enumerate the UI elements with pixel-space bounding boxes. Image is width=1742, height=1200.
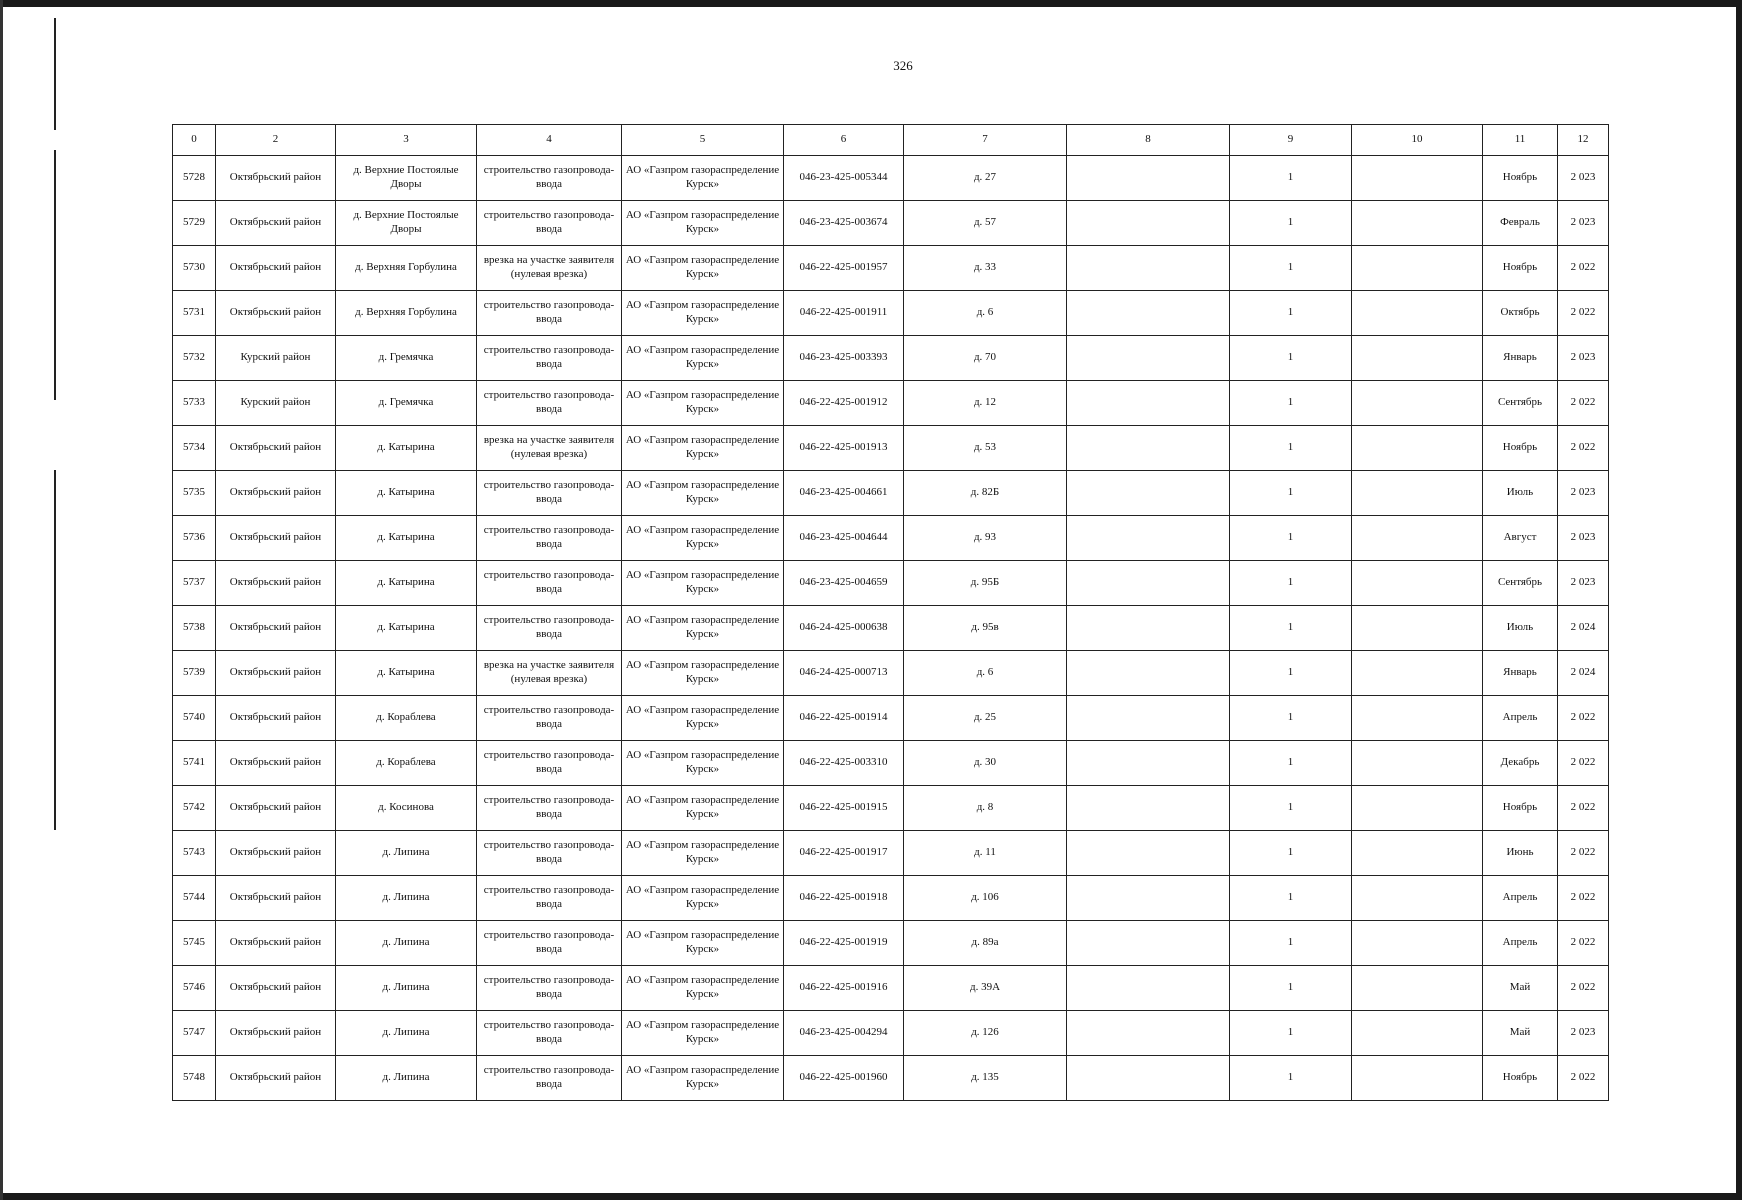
district-cell: Октябрьский район [216, 156, 336, 201]
column-header: 12 [1558, 125, 1609, 156]
district-cell: Октябрьский район [216, 516, 336, 561]
col-8-cell [1067, 876, 1230, 921]
count-cell: 1 [1230, 291, 1352, 336]
locality-cell: д. Катырина [336, 651, 477, 696]
application-number-cell: 046-22-425-001960 [784, 1056, 904, 1101]
month-cell: Июнь [1483, 831, 1558, 876]
year-cell: 2 022 [1558, 741, 1609, 786]
page-number: 326 [893, 58, 913, 73]
table-row [173, 606, 1609, 651]
district-cell: Октябрьский район [216, 291, 336, 336]
col-10-cell [1352, 966, 1483, 1011]
row-number: 5729 [173, 201, 216, 246]
table-row [173, 696, 1609, 741]
organization-cell: АО «Газпром газораспределение Курск» [622, 831, 784, 876]
application-number-cell: 046-22-425-003310 [784, 741, 904, 786]
organization-cell: АО «Газпром газораспределение Курск» [622, 966, 784, 1011]
locality-cell: д. Косинова [336, 786, 477, 831]
application-number-cell: 046-22-425-001917 [784, 831, 904, 876]
locality-cell: д. Верхняя Горбулина [336, 291, 477, 336]
application-number-cell: 046-23-425-004659 [784, 561, 904, 606]
year-cell: 2 023 [1558, 201, 1609, 246]
count-cell: 1 [1230, 831, 1352, 876]
organization-cell: АО «Газпром газораспределение Курск» [622, 921, 784, 966]
month-cell: Апрель [1483, 696, 1558, 741]
organization-cell: АО «Газпром газораспределение Курск» [622, 1011, 784, 1056]
month-cell: Ноябрь [1483, 1056, 1558, 1101]
address-cell: д. 12 [904, 381, 1067, 426]
row-number: 5746 [173, 966, 216, 1011]
col-8-cell [1067, 696, 1230, 741]
row-number: 5734 [173, 426, 216, 471]
work-type-cell: строительство газопровода-ввода [477, 561, 622, 606]
organization-cell: АО «Газпром газораспределение Курск» [622, 381, 784, 426]
application-number-cell: 046-23-425-004294 [784, 1011, 904, 1056]
work-type-cell: строительство газопровода-ввода [477, 606, 622, 651]
table-row [173, 336, 1609, 381]
organization-cell: АО «Газпром газораспределение Курск» [622, 606, 784, 651]
locality-cell: д. Катырина [336, 471, 477, 516]
year-cell: 2 022 [1558, 876, 1609, 921]
locality-cell: д. Липина [336, 876, 477, 921]
register-table [172, 124, 1609, 1101]
column-header: 0 [173, 125, 216, 156]
locality-cell: д. Кораблева [336, 741, 477, 786]
scan-border-bottom [0, 1193, 1742, 1200]
address-cell: д. 27 [904, 156, 1067, 201]
row-number: 5742 [173, 786, 216, 831]
table-row [173, 291, 1609, 336]
year-cell: 2 022 [1558, 696, 1609, 741]
address-cell: д. 106 [904, 876, 1067, 921]
locality-cell: д. Липина [336, 921, 477, 966]
col-10-cell [1352, 831, 1483, 876]
month-cell: Февраль [1483, 201, 1558, 246]
organization-cell: АО «Газпром газораспределение Курск» [622, 696, 784, 741]
table-row [173, 831, 1609, 876]
year-cell: 2 023 [1558, 471, 1609, 516]
work-type-cell: строительство газопровода-ввода [477, 921, 622, 966]
district-cell: Октябрьский район [216, 606, 336, 651]
address-cell: д. 11 [904, 831, 1067, 876]
application-number-cell: 046-22-425-001912 [784, 381, 904, 426]
year-cell: 2 024 [1558, 606, 1609, 651]
organization-cell: АО «Газпром газораспределение Курск» [622, 471, 784, 516]
address-cell: д. 93 [904, 516, 1067, 561]
month-cell: Ноябрь [1483, 426, 1558, 471]
table-row [173, 516, 1609, 561]
application-number-cell: 046-23-425-003674 [784, 201, 904, 246]
locality-cell: д. Верхняя Горбулина [336, 246, 477, 291]
scan-border-right [1736, 0, 1742, 1200]
row-number: 5728 [173, 156, 216, 201]
col-8-cell [1067, 516, 1230, 561]
column-header: 9 [1230, 125, 1352, 156]
count-cell: 1 [1230, 651, 1352, 696]
district-cell: Октябрьский район [216, 1011, 336, 1056]
district-cell: Октябрьский район [216, 696, 336, 741]
locality-cell: д. Катырина [336, 426, 477, 471]
address-cell: д. 30 [904, 741, 1067, 786]
table-row [173, 966, 1609, 1011]
col-10-cell [1352, 786, 1483, 831]
application-number-cell: 046-24-425-000638 [784, 606, 904, 651]
count-cell: 1 [1230, 156, 1352, 201]
row-number: 5740 [173, 696, 216, 741]
application-number-cell: 046-22-425-001913 [784, 426, 904, 471]
col-10-cell [1352, 381, 1483, 426]
column-header: 2 [216, 125, 336, 156]
count-cell: 1 [1230, 921, 1352, 966]
organization-cell: АО «Газпром газораспределение Курск» [622, 561, 784, 606]
address-cell: д. 82Б [904, 471, 1067, 516]
col-8-cell [1067, 561, 1230, 606]
col-10-cell [1352, 921, 1483, 966]
col-8-cell [1067, 651, 1230, 696]
locality-cell: д. Кораблева [336, 696, 477, 741]
table-row [173, 201, 1609, 246]
district-cell: Октябрьский район [216, 966, 336, 1011]
scan-border-left [0, 0, 3, 1200]
work-type-cell: строительство газопровода-ввода [477, 741, 622, 786]
work-type-cell: строительство газопровода-ввода [477, 696, 622, 741]
district-cell: Октябрьский район [216, 651, 336, 696]
col-8-cell [1067, 381, 1230, 426]
scan-mark [54, 18, 56, 130]
application-number-cell: 046-23-425-005344 [784, 156, 904, 201]
address-cell: д. 25 [904, 696, 1067, 741]
application-number-cell: 046-22-425-001911 [784, 291, 904, 336]
work-type-cell: строительство газопровода-ввода [477, 786, 622, 831]
col-10-cell [1352, 606, 1483, 651]
count-cell: 1 [1230, 246, 1352, 291]
scan-mark [54, 150, 56, 400]
count-cell: 1 [1230, 381, 1352, 426]
count-cell: 1 [1230, 426, 1352, 471]
work-type-cell: строительство газопровода-ввода [477, 291, 622, 336]
col-10-cell [1352, 516, 1483, 561]
district-cell: Октябрьский район [216, 1056, 336, 1101]
col-10-cell [1352, 426, 1483, 471]
row-number: 5744 [173, 876, 216, 921]
year-cell: 2 022 [1558, 786, 1609, 831]
district-cell: Курский район [216, 381, 336, 426]
month-cell: Июль [1483, 606, 1558, 651]
col-8-cell [1067, 786, 1230, 831]
locality-cell: д. Гремячка [336, 381, 477, 426]
work-type-cell: строительство газопровода-ввода [477, 831, 622, 876]
table-row [173, 1011, 1609, 1056]
col-8-cell [1067, 426, 1230, 471]
row-number: 5739 [173, 651, 216, 696]
address-cell: д. 39А [904, 966, 1067, 1011]
month-cell: Январь [1483, 651, 1558, 696]
work-type-cell: строительство газопровода-ввода [477, 1056, 622, 1101]
application-number-cell: 046-24-425-000713 [784, 651, 904, 696]
organization-cell: АО «Газпром газораспределение Курск» [622, 246, 784, 291]
column-header: 3 [336, 125, 477, 156]
row-number: 5731 [173, 291, 216, 336]
address-cell: д. 126 [904, 1011, 1067, 1056]
column-header: 8 [1067, 125, 1230, 156]
count-cell: 1 [1230, 516, 1352, 561]
month-cell: Январь [1483, 336, 1558, 381]
district-cell: Октябрьский район [216, 246, 336, 291]
month-cell: Ноябрь [1483, 786, 1558, 831]
col-8-cell [1067, 966, 1230, 1011]
district-cell: Октябрьский район [216, 876, 336, 921]
application-number-cell: 046-22-425-001957 [784, 246, 904, 291]
year-cell: 2 022 [1558, 966, 1609, 1011]
table-row [173, 156, 1609, 201]
locality-cell: д. Катырина [336, 606, 477, 651]
organization-cell: АО «Газпром газораспределение Курск» [622, 741, 784, 786]
count-cell: 1 [1230, 471, 1352, 516]
row-number: 5735 [173, 471, 216, 516]
col-10-cell [1352, 201, 1483, 246]
count-cell: 1 [1230, 786, 1352, 831]
col-8-cell [1067, 246, 1230, 291]
month-cell: Сентябрь [1483, 381, 1558, 426]
col-8-cell [1067, 921, 1230, 966]
col-10-cell [1352, 696, 1483, 741]
column-header: 4 [477, 125, 622, 156]
count-cell: 1 [1230, 606, 1352, 651]
table-row [173, 786, 1609, 831]
year-cell: 2 022 [1558, 1056, 1609, 1101]
month-cell: Май [1483, 966, 1558, 1011]
district-cell: Октябрьский район [216, 561, 336, 606]
district-cell: Октябрьский район [216, 921, 336, 966]
column-header: 10 [1352, 125, 1483, 156]
row-number: 5748 [173, 1056, 216, 1101]
year-cell: 2 022 [1558, 291, 1609, 336]
col-10-cell [1352, 336, 1483, 381]
col-8-cell [1067, 291, 1230, 336]
application-number-cell: 046-22-425-001914 [784, 696, 904, 741]
col-8-cell [1067, 336, 1230, 381]
locality-cell: д. Липина [336, 1056, 477, 1101]
row-number: 5737 [173, 561, 216, 606]
work-type-cell: строительство газопровода-ввода [477, 156, 622, 201]
address-cell: д. 6 [904, 651, 1067, 696]
col-8-cell [1067, 831, 1230, 876]
table-row [173, 876, 1609, 921]
district-cell: Курский район [216, 336, 336, 381]
address-cell: д. 53 [904, 426, 1067, 471]
work-type-cell: строительство газопровода-ввода [477, 966, 622, 1011]
locality-cell: д. Липина [336, 966, 477, 1011]
count-cell: 1 [1230, 876, 1352, 921]
work-type-cell: строительство газопровода-ввода [477, 381, 622, 426]
row-number: 5747 [173, 1011, 216, 1056]
organization-cell: АО «Газпром газораспределение Курск» [622, 516, 784, 561]
col-10-cell [1352, 561, 1483, 606]
month-cell: Ноябрь [1483, 246, 1558, 291]
district-cell: Октябрьский район [216, 471, 336, 516]
locality-cell: д. Верхние Постоялые Дворы [336, 156, 477, 201]
table-row [173, 741, 1609, 786]
organization-cell: АО «Газпром газораспределение Курск» [622, 201, 784, 246]
year-cell: 2 023 [1558, 1011, 1609, 1056]
district-cell: Октябрьский район [216, 786, 336, 831]
application-number-cell: 046-23-425-004644 [784, 516, 904, 561]
column-header: 7 [904, 125, 1067, 156]
address-cell: д. 57 [904, 201, 1067, 246]
col-8-cell [1067, 1056, 1230, 1101]
year-cell: 2 023 [1558, 156, 1609, 201]
year-cell: 2 023 [1558, 516, 1609, 561]
row-number: 5738 [173, 606, 216, 651]
work-type-cell: врезка на участке заявителя (нулевая врезка) [477, 651, 622, 696]
work-type-cell: строительство газопровода-ввода [477, 876, 622, 921]
month-cell: Сентябрь [1483, 561, 1558, 606]
table-row [173, 1056, 1609, 1101]
locality-cell: д. Гремячка [336, 336, 477, 381]
scan-mark [54, 470, 56, 830]
row-number: 5743 [173, 831, 216, 876]
organization-cell: АО «Газпром газораспределение Курск» [622, 786, 784, 831]
organization-cell: АО «Газпром газораспределение Курск» [622, 651, 784, 696]
year-cell: 2 022 [1558, 921, 1609, 966]
locality-cell: д. Катырина [336, 516, 477, 561]
district-cell: Октябрьский район [216, 426, 336, 471]
application-number-cell: 046-23-425-004661 [784, 471, 904, 516]
year-cell: 2 023 [1558, 561, 1609, 606]
year-cell: 2 022 [1558, 426, 1609, 471]
application-number-cell: 046-22-425-001916 [784, 966, 904, 1011]
work-type-cell: врезка на участке заявителя (нулевая врезка) [477, 246, 622, 291]
locality-cell: д. Верхние Постоялые Дворы [336, 201, 477, 246]
col-10-cell [1352, 651, 1483, 696]
year-cell: 2 022 [1558, 381, 1609, 426]
column-header: 5 [622, 125, 784, 156]
organization-cell: АО «Газпром газораспределение Курск» [622, 426, 784, 471]
row-number: 5732 [173, 336, 216, 381]
count-cell: 1 [1230, 741, 1352, 786]
year-cell: 2 022 [1558, 246, 1609, 291]
address-cell: д. 70 [904, 336, 1067, 381]
col-10-cell [1352, 246, 1483, 291]
district-cell: Октябрьский район [216, 831, 336, 876]
column-header: 6 [784, 125, 904, 156]
year-cell: 2 022 [1558, 831, 1609, 876]
month-cell: Август [1483, 516, 1558, 561]
application-number-cell: 046-22-425-001915 [784, 786, 904, 831]
row-number: 5733 [173, 381, 216, 426]
address-cell: д. 95в [904, 606, 1067, 651]
col-10-cell [1352, 741, 1483, 786]
month-cell: Май [1483, 1011, 1558, 1056]
count-cell: 1 [1230, 966, 1352, 1011]
month-cell: Октябрь [1483, 291, 1558, 336]
organization-cell: АО «Газпром газораспределение Курск» [622, 336, 784, 381]
count-cell: 1 [1230, 561, 1352, 606]
work-type-cell: строительство газопровода-ввода [477, 471, 622, 516]
count-cell: 1 [1230, 1011, 1352, 1056]
col-8-cell [1067, 1011, 1230, 1056]
organization-cell: АО «Газпром газораспределение Курск» [622, 156, 784, 201]
row-number: 5741 [173, 741, 216, 786]
locality-cell: д. Липина [336, 831, 477, 876]
col-10-cell [1352, 876, 1483, 921]
application-number-cell: 046-23-425-003393 [784, 336, 904, 381]
work-type-cell: строительство газопровода-ввода [477, 201, 622, 246]
application-number-cell: 046-22-425-001919 [784, 921, 904, 966]
work-type-cell: строительство газопровода-ввода [477, 516, 622, 561]
month-cell: Июль [1483, 471, 1558, 516]
row-number: 5745 [173, 921, 216, 966]
col-8-cell [1067, 156, 1230, 201]
col-10-cell [1352, 471, 1483, 516]
row-number: 5730 [173, 246, 216, 291]
address-cell: д. 8 [904, 786, 1067, 831]
col-10-cell [1352, 291, 1483, 336]
table-row [173, 651, 1609, 696]
work-type-cell: строительство газопровода-ввода [477, 336, 622, 381]
organization-cell: АО «Газпром газораспределение Курск» [622, 1056, 784, 1101]
month-cell: Декабрь [1483, 741, 1558, 786]
work-type-cell: строительство газопровода-ввода [477, 1011, 622, 1056]
address-cell: д. 33 [904, 246, 1067, 291]
month-cell: Апрель [1483, 921, 1558, 966]
col-8-cell [1067, 471, 1230, 516]
district-cell: Октябрьский район [216, 741, 336, 786]
address-cell: д. 135 [904, 1056, 1067, 1101]
year-cell: 2 023 [1558, 336, 1609, 381]
locality-cell: д. Липина [336, 1011, 477, 1056]
table-header [173, 125, 1609, 156]
application-number-cell: 046-22-425-001918 [784, 876, 904, 921]
work-type-cell: врезка на участке заявителя (нулевая врезка) [477, 426, 622, 471]
count-cell: 1 [1230, 1056, 1352, 1101]
month-cell: Апрель [1483, 876, 1558, 921]
district-cell: Октябрьский район [216, 201, 336, 246]
col-8-cell [1067, 201, 1230, 246]
table-row [173, 246, 1609, 291]
col-8-cell [1067, 741, 1230, 786]
year-cell: 2 024 [1558, 651, 1609, 696]
locality-cell: д. Катырина [336, 561, 477, 606]
table-body [173, 156, 1609, 1101]
table-row [173, 471, 1609, 516]
address-cell: д. 89а [904, 921, 1067, 966]
col-10-cell [1352, 156, 1483, 201]
scan-border-top [0, 0, 1742, 7]
table-row [173, 561, 1609, 606]
column-header: 11 [1483, 125, 1558, 156]
col-8-cell [1067, 606, 1230, 651]
month-cell: Ноябрь [1483, 156, 1558, 201]
col-10-cell [1352, 1056, 1483, 1101]
table-row [173, 381, 1609, 426]
table-row [173, 921, 1609, 966]
row-number: 5736 [173, 516, 216, 561]
address-cell: д. 6 [904, 291, 1067, 336]
address-cell: д. 95Б [904, 561, 1067, 606]
organization-cell: АО «Газпром газораспределение Курск» [622, 291, 784, 336]
header-row [173, 125, 1609, 156]
count-cell: 1 [1230, 696, 1352, 741]
count-cell: 1 [1230, 336, 1352, 381]
count-cell: 1 [1230, 201, 1352, 246]
organization-cell: АО «Газпром газораспределение Курск» [622, 876, 784, 921]
table-row [173, 426, 1609, 471]
col-10-cell [1352, 1011, 1483, 1056]
